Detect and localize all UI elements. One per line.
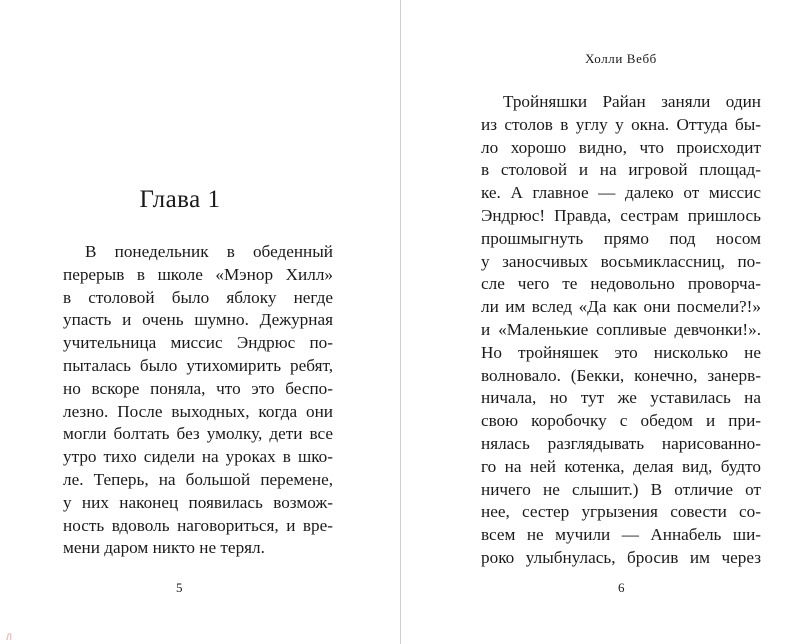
text-line: у них наконец появилась возмож- (63, 492, 333, 512)
text-line: ле. Теперь, на большой перемене, (63, 469, 333, 489)
left-page-text (63, 241, 333, 560)
text-line: всем не мучили — Аннабель ши- (481, 525, 761, 545)
right-page-text (481, 91, 761, 570)
text-line: сле чего те недовольно проворча- (481, 274, 761, 294)
text-line: роко улыбнулась, бросив им через (481, 547, 761, 567)
text-line: из столов в углу у окна. Оттуда бы- (481, 114, 761, 134)
text-line: ли им вслед «Да как они посмели?!» (481, 297, 761, 317)
text-line: упасть и очень шумно. Дежурная (63, 310, 333, 330)
right-page (401, 0, 800, 644)
text-line: ке. А главное — далеко от миссис (481, 183, 761, 203)
text-line: ло хорошо видно, что происходит (481, 137, 761, 157)
text-line: у заносчивых восьмиклассниц, по- (481, 251, 761, 271)
text-line: пыталась было утихомирить ребят, (63, 355, 333, 375)
text-line: лезно. После выходных, когда они (63, 401, 333, 421)
text-line: утро тихо сидели на уроках в шко- (63, 447, 333, 467)
text-line: и «Маленькие сопливые девчонки!». (481, 319, 761, 339)
text-line: нее, сестер угрызения совести со- (481, 502, 761, 522)
text-line: но вскоре поняла, что это беспо- (63, 378, 333, 398)
running-head: Холли Вебб (585, 51, 657, 66)
text-line: мени даром никто не терял. (63, 538, 265, 558)
page-number: 6 (618, 580, 625, 595)
watermark: Л (6, 632, 12, 642)
text-line: прошмыгнуть прямо под носом (481, 228, 761, 248)
text-line: В понедельник в обеденный (85, 242, 333, 261)
text-line: учительница миссис Эндрюс по- (63, 333, 333, 353)
page-number: 5 (176, 580, 183, 595)
text-line: Но тройняшек это нисколько не (481, 342, 761, 362)
text-line: го на ней котенка, делая вид, будто (481, 456, 761, 476)
text-line: перерыв в школе «Мэнор Хилл» (63, 264, 333, 284)
text-line: могли болтать без умолку, дети все (63, 424, 333, 444)
chapter-title: Глава 1 (139, 186, 221, 213)
text-line: в столовой было яблоку негде (63, 287, 333, 307)
text-line: свою коробочку с обедом и при- (481, 411, 761, 431)
text-line: Тройняшки Райан заняли один (503, 92, 761, 111)
text-line: ничего не слышит.) В отличие от (481, 479, 761, 499)
text-line: ность вдоволь наговориться, и вре- (63, 515, 333, 535)
text-line: Эндрюс! Правда, сестрам пришлось (481, 205, 761, 225)
text-line: в столовой и на игровой площад- (481, 160, 761, 180)
text-line: волновало. (Бекки, конечно, занерв- (481, 365, 761, 385)
text-line: ничала, но тут же уставилась на (481, 388, 761, 408)
text-line: нялась разглядывать нарисованно- (481, 433, 761, 453)
